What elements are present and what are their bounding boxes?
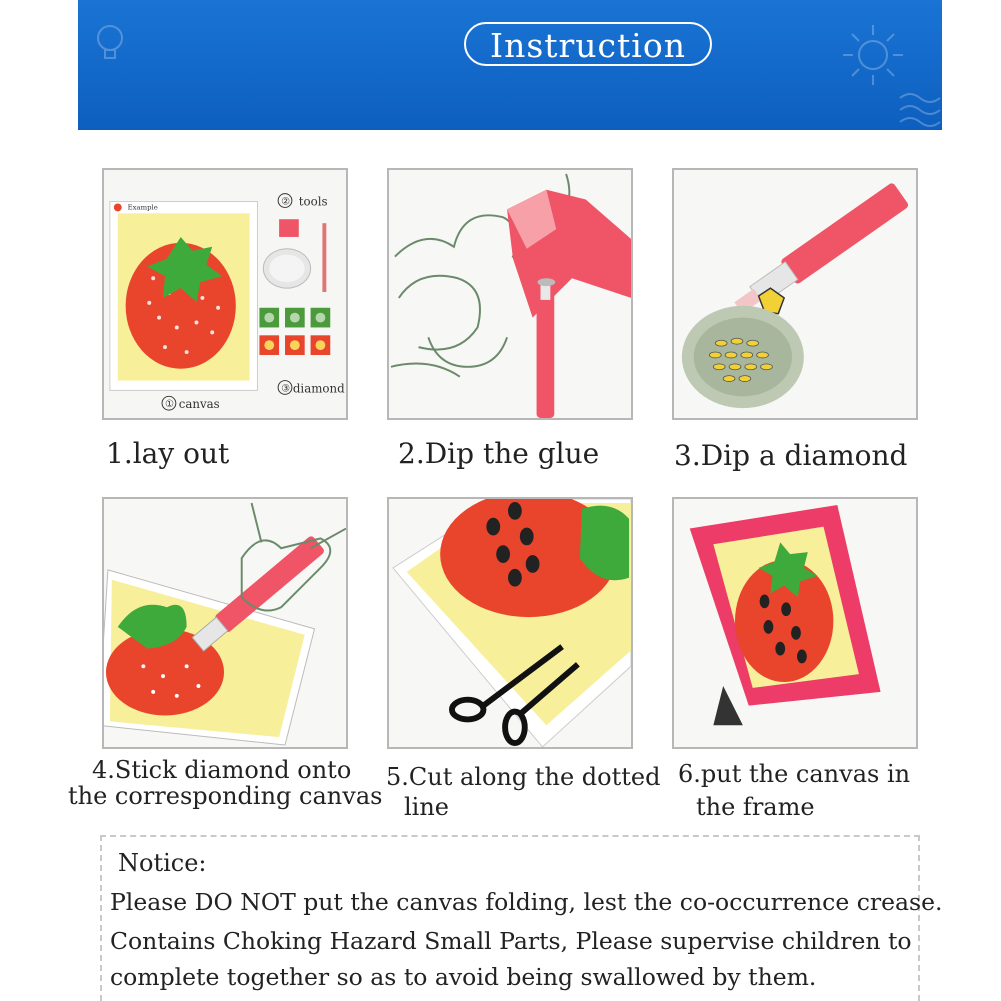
step-2-caption: 2.Dip the glue: [398, 437, 600, 470]
step-6-caption-line2: the frame: [696, 793, 815, 821]
diamond-label: diamond: [292, 381, 345, 396]
step-5-caption-line2: line: [404, 793, 450, 821]
step-4-image: [102, 497, 348, 749]
lightbulb-icon: [90, 18, 130, 68]
step-3-image: [672, 168, 918, 420]
step-6-image: [672, 497, 918, 749]
notice-line-2: Contains Choking Hazard Small Parts, Please supervise children to: [110, 927, 912, 955]
step-3-caption: 3.Dip a diamond: [674, 439, 908, 472]
notice-title: Notice:: [118, 849, 207, 877]
wave-icon: [898, 88, 942, 128]
step-4-caption-line1: 4.Stick diamond onto: [92, 756, 352, 784]
step-5-caption-line1: 5.Cut along the dotted: [386, 763, 661, 791]
diamond-number: ③: [281, 383, 290, 395]
canvas-number: ①: [164, 399, 174, 411]
tools-number: ②: [281, 196, 290, 208]
step-1-image: [102, 168, 348, 420]
step-4-caption-line2: the corresponding canvas: [68, 782, 383, 810]
banner-title: Instruction: [464, 22, 712, 66]
example-label: Example: [127, 203, 158, 212]
header-banner: [78, 0, 942, 130]
canvas-label: canvas: [178, 397, 220, 412]
step-2-image: [387, 168, 633, 420]
tools-label: tools: [298, 194, 328, 209]
notice-line-1: Please DO NOT put the canvas folding, lest the co-occurrence crease.: [110, 888, 943, 916]
notice-line-3: complete together so as to avoid being swallowed by them.: [110, 963, 817, 991]
step-5-image: [387, 497, 633, 749]
step-6-caption-line1: 6.put the canvas in: [678, 760, 911, 788]
step-1-caption: 1.lay out: [106, 437, 230, 470]
sun-icon: [838, 20, 908, 90]
